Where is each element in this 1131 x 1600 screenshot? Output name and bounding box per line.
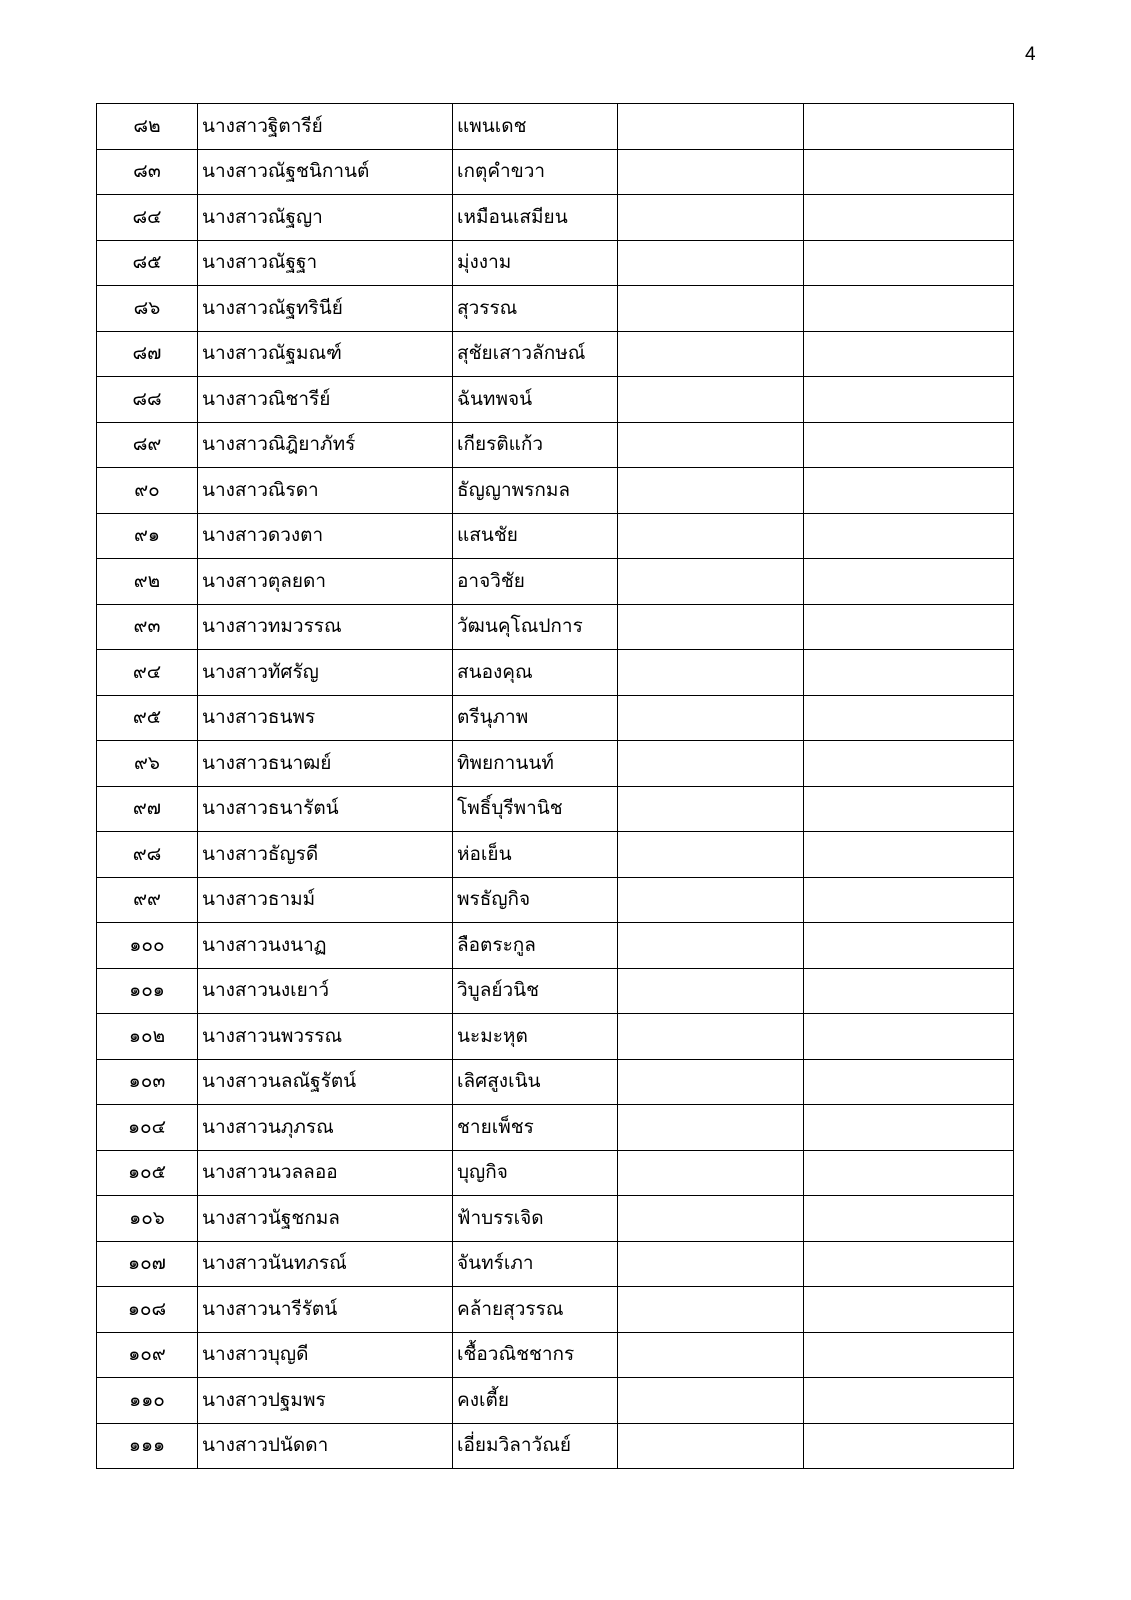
blank-cell-2 xyxy=(804,877,1014,923)
row-number: ๘๗ xyxy=(97,331,198,377)
table-row xyxy=(97,1241,1014,1287)
last-name-cell: คงเตี้ย xyxy=(453,1378,618,1424)
table-row xyxy=(97,377,1014,423)
blank-cell-2 xyxy=(804,1014,1014,1060)
row-number: ๘๔ xyxy=(97,195,198,241)
blank-cell-2 xyxy=(804,604,1014,650)
blank-cell-1 xyxy=(618,1196,804,1242)
page-number: 4 xyxy=(1025,44,1036,65)
first-name-cell: นางสาวนงเยาว์ xyxy=(198,968,453,1014)
blank-cell-2 xyxy=(804,195,1014,241)
row-number: ๘๓ xyxy=(97,149,198,195)
table-row xyxy=(97,468,1014,514)
blank-cell-2 xyxy=(804,468,1014,514)
blank-cell-1 xyxy=(618,559,804,605)
blank-cell-1 xyxy=(618,195,804,241)
table-row xyxy=(97,1150,1014,1196)
last-name-cell: มุ่งงาม xyxy=(453,240,618,286)
table-row xyxy=(97,1332,1014,1378)
blank-cell-1 xyxy=(618,377,804,423)
first-name-cell: นางสาวณัฐชนิกานต์ xyxy=(198,149,453,195)
last-name-cell: พรธัญกิจ xyxy=(453,877,618,923)
first-name-cell: นางสาวณัฐฐา xyxy=(198,240,453,286)
row-number: ๑๐๔ xyxy=(97,1105,198,1151)
first-name-cell: นางสาวทมวรรณ xyxy=(198,604,453,650)
last-name-cell: เกตุคำขวา xyxy=(453,149,618,195)
table-row xyxy=(97,1423,1014,1469)
blank-cell-2 xyxy=(804,923,1014,969)
blank-cell-1 xyxy=(618,604,804,650)
blank-cell-1 xyxy=(618,149,804,195)
blank-cell-1 xyxy=(618,968,804,1014)
table-row xyxy=(97,1378,1014,1424)
row-number: ๑๐๒ xyxy=(97,1014,198,1060)
blank-cell-2 xyxy=(804,559,1014,605)
first-name-cell: นางสาวณัฐญา xyxy=(198,195,453,241)
blank-cell-1 xyxy=(618,741,804,787)
last-name-cell: ลือตระกูล xyxy=(453,923,618,969)
first-name-cell: นางสาวทัศรัญ xyxy=(198,650,453,696)
last-name-cell: เหมือนเสมียน xyxy=(453,195,618,241)
first-name-cell: นางสาวปฐมพร xyxy=(198,1378,453,1424)
row-number: ๑๐๕ xyxy=(97,1150,198,1196)
last-name-cell: เกียรติแก้ว xyxy=(453,422,618,468)
blank-cell-1 xyxy=(618,786,804,832)
table-row xyxy=(97,149,1014,195)
first-name-cell: นางสาวธนาฒย์ xyxy=(198,741,453,787)
blank-cell-1 xyxy=(618,1287,804,1333)
blank-cell-2 xyxy=(804,1150,1014,1196)
first-name-cell: นางสาวนลณัฐรัตน์ xyxy=(198,1059,453,1105)
first-name-cell: นางสาวธัญรดี xyxy=(198,832,453,878)
blank-cell-1 xyxy=(618,695,804,741)
blank-cell-1 xyxy=(618,650,804,696)
blank-cell-2 xyxy=(804,650,1014,696)
last-name-cell: ตรีนุภาพ xyxy=(453,695,618,741)
last-name-cell: คล้ายสุวรรณ xyxy=(453,1287,618,1333)
last-name-cell: จันทร์เภา xyxy=(453,1241,618,1287)
table-row xyxy=(97,1059,1014,1105)
row-number: ๑๐๑ xyxy=(97,968,198,1014)
last-name-cell: โพธิ์บุรีพานิช xyxy=(453,786,618,832)
row-number: ๑๐๖ xyxy=(97,1196,198,1242)
table-row xyxy=(97,559,1014,605)
blank-cell-1 xyxy=(618,331,804,377)
first-name-cell: นางสาวนัฐชกมล xyxy=(198,1196,453,1242)
row-number: ๘๕ xyxy=(97,240,198,286)
blank-cell-2 xyxy=(804,968,1014,1014)
row-number: ๙๘ xyxy=(97,832,198,878)
row-number: ๙๓ xyxy=(97,604,198,650)
blank-cell-1 xyxy=(618,1332,804,1378)
last-name-cell: วิบูลย์วนิช xyxy=(453,968,618,1014)
first-name-cell: นางสาวนวลลออ xyxy=(198,1150,453,1196)
blank-cell-2 xyxy=(804,286,1014,332)
blank-cell-2 xyxy=(804,1378,1014,1424)
row-number: ๙๙ xyxy=(97,877,198,923)
last-name-cell: สุวรรณ xyxy=(453,286,618,332)
table-row xyxy=(97,240,1014,286)
blank-cell-2 xyxy=(804,240,1014,286)
first-name-cell: นางสาวนพวรรณ xyxy=(198,1014,453,1060)
last-name-cell: นะมะหุต xyxy=(453,1014,618,1060)
table-row xyxy=(97,1014,1014,1060)
table-row xyxy=(97,877,1014,923)
blank-cell-2 xyxy=(804,1287,1014,1333)
row-number: ๙๗ xyxy=(97,786,198,832)
first-name-cell: นางสาวณัฐมณฑ์ xyxy=(198,331,453,377)
blank-cell-1 xyxy=(618,1105,804,1151)
first-name-cell: นางสาวธนพร xyxy=(198,695,453,741)
row-number: ๑๐๙ xyxy=(97,1332,198,1378)
row-number: ๘๒ xyxy=(97,104,198,150)
blank-cell-1 xyxy=(618,1059,804,1105)
row-number: ๙๔ xyxy=(97,650,198,696)
first-name-cell: นางสาวดวงตา xyxy=(198,513,453,559)
first-name-cell: นางสาวณิชารีย์ xyxy=(198,377,453,423)
row-number: ๑๐๗ xyxy=(97,1241,198,1287)
blank-cell-1 xyxy=(618,240,804,286)
row-number: ๙๕ xyxy=(97,695,198,741)
last-name-cell: บุญกิจ xyxy=(453,1150,618,1196)
first-name-cell: นางสาวธามม์ xyxy=(198,877,453,923)
blank-cell-2 xyxy=(804,1196,1014,1242)
table-row xyxy=(97,513,1014,559)
blank-cell-1 xyxy=(618,1241,804,1287)
blank-cell-1 xyxy=(618,1378,804,1424)
blank-cell-2 xyxy=(804,1423,1014,1469)
blank-cell-1 xyxy=(618,513,804,559)
first-name-cell: นางสาวณิรดา xyxy=(198,468,453,514)
blank-cell-2 xyxy=(804,422,1014,468)
blank-cell-2 xyxy=(804,1332,1014,1378)
table-row xyxy=(97,1287,1014,1333)
table-row xyxy=(97,1105,1014,1151)
first-name-cell: นางสาวนภุภรณ xyxy=(198,1105,453,1151)
first-name-cell: นางสาวตุลยดา xyxy=(198,559,453,605)
table-row xyxy=(97,741,1014,787)
last-name-cell: เชื้อวณิชชากร xyxy=(453,1332,618,1378)
table-row xyxy=(97,923,1014,969)
table-row xyxy=(97,695,1014,741)
row-number: ๑๐๘ xyxy=(97,1287,198,1333)
first-name-cell: นางสาวฐิตารีย์ xyxy=(198,104,453,150)
blank-cell-2 xyxy=(804,741,1014,787)
blank-cell-1 xyxy=(618,104,804,150)
blank-cell-2 xyxy=(804,377,1014,423)
table-row xyxy=(97,195,1014,241)
first-name-cell: นางสาวนันทภรณ์ xyxy=(198,1241,453,1287)
last-name-cell: ห่อเย็น xyxy=(453,832,618,878)
last-name-cell: เลิศสูงเนิน xyxy=(453,1059,618,1105)
table-row xyxy=(97,104,1014,150)
first-name-cell: นางสาวปนัดดา xyxy=(198,1423,453,1469)
first-name-cell: นางสาวบุญดี xyxy=(198,1332,453,1378)
roster-table-body xyxy=(97,104,1014,1469)
blank-cell-1 xyxy=(618,286,804,332)
table-row xyxy=(97,604,1014,650)
blank-cell-1 xyxy=(618,877,804,923)
blank-cell-1 xyxy=(618,422,804,468)
blank-cell-1 xyxy=(618,1423,804,1469)
table-row xyxy=(97,422,1014,468)
table-row xyxy=(97,832,1014,878)
blank-cell-2 xyxy=(804,149,1014,195)
last-name-cell: แพนเดช xyxy=(453,104,618,150)
row-number: ๙๐ xyxy=(97,468,198,514)
last-name-cell: ฉันทพจน์ xyxy=(453,377,618,423)
blank-cell-2 xyxy=(804,104,1014,150)
blank-cell-1 xyxy=(618,468,804,514)
row-number: ๙๑ xyxy=(97,513,198,559)
first-name-cell: นางสาวณัฐทรินีย์ xyxy=(198,286,453,332)
row-number: ๑๑๑ xyxy=(97,1423,198,1469)
blank-cell-2 xyxy=(804,1105,1014,1151)
blank-cell-2 xyxy=(804,331,1014,377)
blank-cell-2 xyxy=(804,832,1014,878)
last-name-cell: สนองคุณ xyxy=(453,650,618,696)
row-number: ๙๒ xyxy=(97,559,198,605)
first-name-cell: นางสาวณิฎิยาภัทร์ xyxy=(198,422,453,468)
row-number: ๑๐๐ xyxy=(97,923,198,969)
last-name-cell: ฟ้าบรรเจิด xyxy=(453,1196,618,1242)
last-name-cell: เอี่ยมวิลาวัณย์ xyxy=(453,1423,618,1469)
last-name-cell: อาจวิชัย xyxy=(453,559,618,605)
blank-cell-1 xyxy=(618,832,804,878)
row-number: ๑๐๓ xyxy=(97,1059,198,1105)
table-row xyxy=(97,286,1014,332)
last-name-cell: สุชัยเสาวลักษณ์ xyxy=(453,331,618,377)
last-name-cell: ธัญญาพรกมล xyxy=(453,468,618,514)
blank-cell-1 xyxy=(618,923,804,969)
blank-cell-2 xyxy=(804,695,1014,741)
last-name-cell: ชายเพ็ชร xyxy=(453,1105,618,1151)
first-name-cell: นางสาวนารีรัตน์ xyxy=(198,1287,453,1333)
table-row xyxy=(97,968,1014,1014)
first-name-cell: นางสาวธนารัตน์ xyxy=(198,786,453,832)
blank-cell-2 xyxy=(804,1059,1014,1105)
table-row xyxy=(97,331,1014,377)
row-number: ๘๙ xyxy=(97,422,198,468)
table-row xyxy=(97,1196,1014,1242)
blank-cell-2 xyxy=(804,513,1014,559)
last-name-cell: แสนชัย xyxy=(453,513,618,559)
first-name-cell: นางสาวนงนาฏ xyxy=(198,923,453,969)
table-row xyxy=(97,786,1014,832)
roster-table xyxy=(96,103,1014,1469)
blank-cell-1 xyxy=(618,1014,804,1060)
blank-cell-2 xyxy=(804,1241,1014,1287)
blank-cell-1 xyxy=(618,1150,804,1196)
last-name-cell: ทิพยกานนท์ xyxy=(453,741,618,787)
row-number: ๘๘ xyxy=(97,377,198,423)
row-number: ๘๖ xyxy=(97,286,198,332)
row-number: ๙๖ xyxy=(97,741,198,787)
last-name-cell: วัฒนคุโณปการ xyxy=(453,604,618,650)
table-row xyxy=(97,650,1014,696)
blank-cell-2 xyxy=(804,786,1014,832)
row-number: ๑๑๐ xyxy=(97,1378,198,1424)
